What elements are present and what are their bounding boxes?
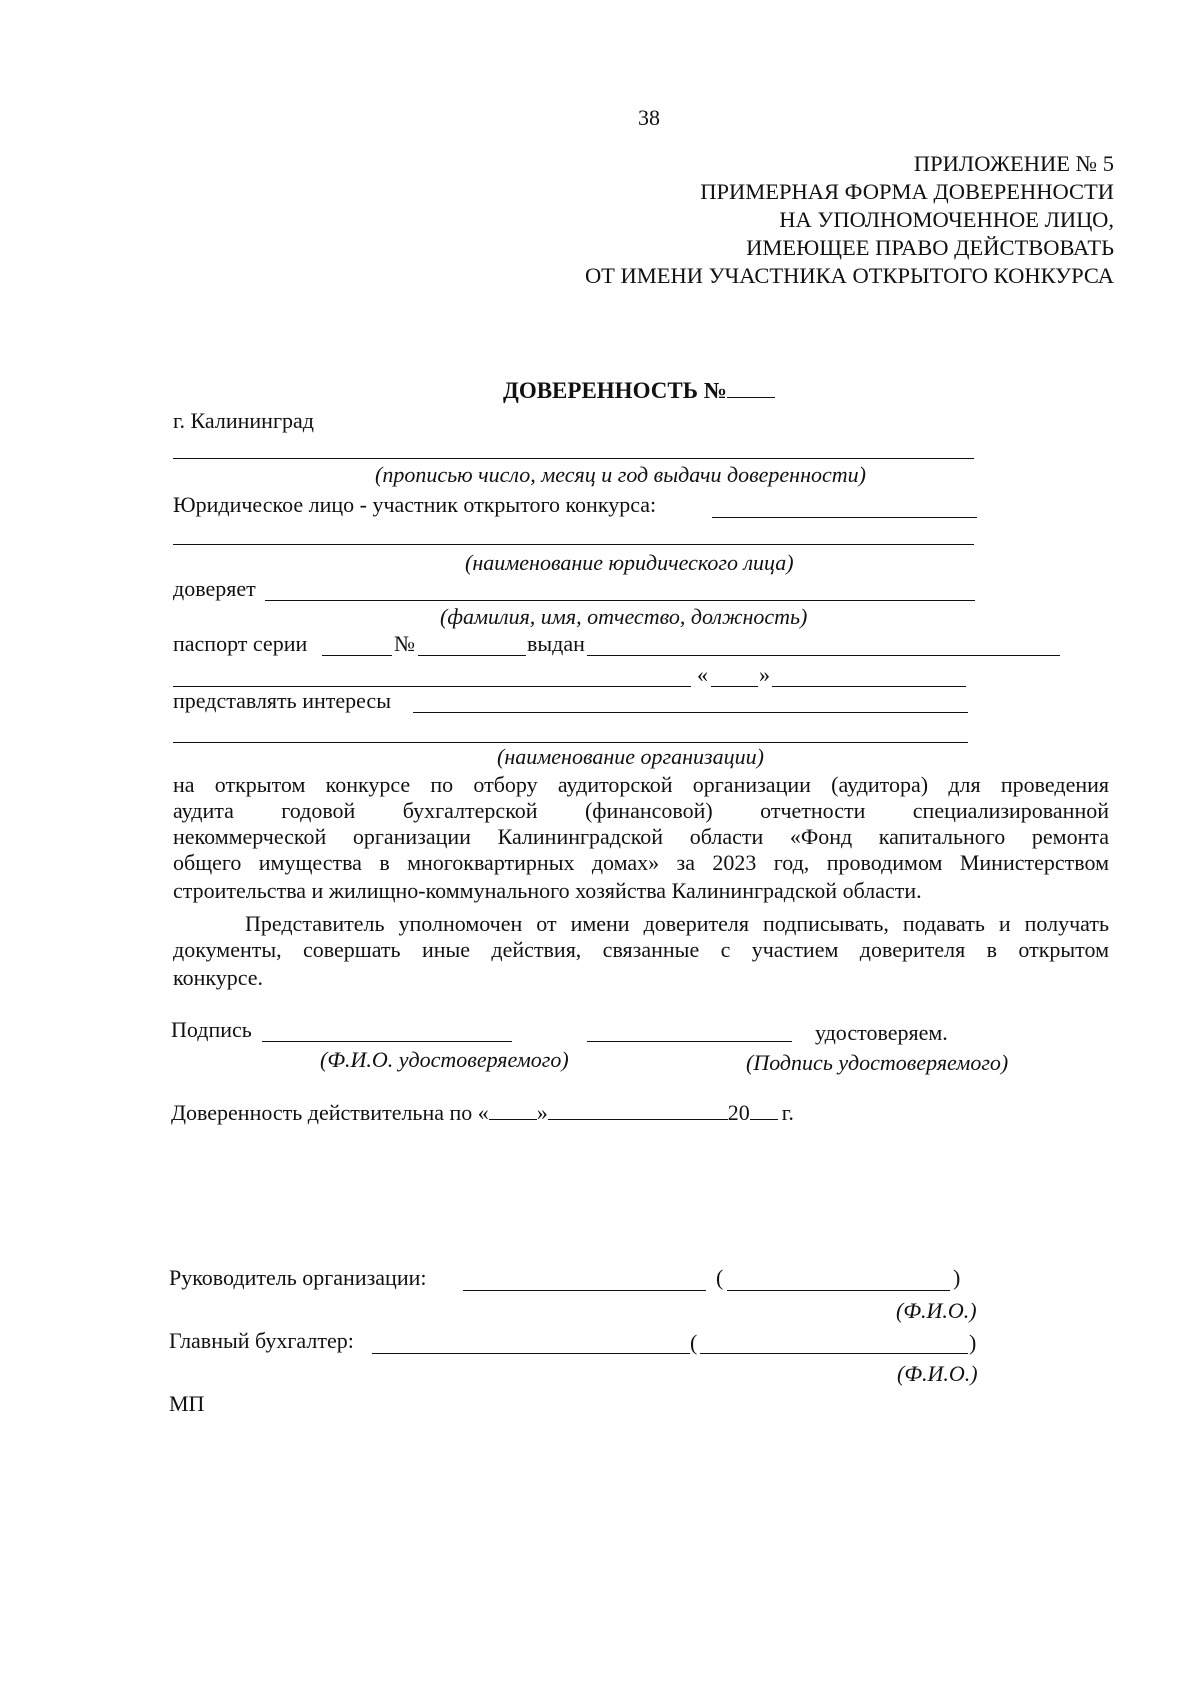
trusts-field-line[interactable] xyxy=(265,600,975,601)
accountant-signature-field-line[interactable] xyxy=(372,1353,690,1354)
body-p2-line-2: документы, совершать иные действия, связанные с участием доверителя в открытом xyxy=(173,937,1109,962)
represent-field-line[interactable] xyxy=(413,712,968,713)
fio-certified-hint: (Ф.И.О. удостоверяемого) xyxy=(320,1047,569,1072)
accountant-fio-hint: (Ф.И.О.) xyxy=(897,1361,978,1386)
organization-hint: (наименование организации) xyxy=(497,744,764,769)
issued-day-field-line[interactable] xyxy=(711,686,758,687)
legal-entity-field-line-1[interactable] xyxy=(712,517,977,518)
document-title xyxy=(503,378,775,404)
issued-month-field-line[interactable] xyxy=(772,686,966,687)
head-fio-field-line[interactable] xyxy=(727,1290,950,1291)
body-p1-line-3: некоммерческой организации Калининградской области «Фонд капитального ремонта xyxy=(173,824,1109,849)
accountant-label: Главный бухгалтер: xyxy=(169,1328,354,1353)
passport-series-label: паспорт серии xyxy=(173,631,308,656)
legal-entity-label: Юридическое лицо - участник открытого конкурса: xyxy=(173,492,657,517)
body-p2-line-3: конкурсе. xyxy=(173,965,264,990)
issued-date-quote-close: » xyxy=(759,662,770,687)
certify-label: удостоверяем. xyxy=(815,1020,948,1045)
body-p1-line-5: строительства и жилищно-коммунального хозяйства Калининградской области. xyxy=(173,878,922,903)
head-label: Руководитель организации: xyxy=(169,1265,427,1290)
stamp-label: МП xyxy=(169,1391,205,1416)
validity-day-blank[interactable] xyxy=(489,1101,537,1120)
passport-number-sign: № xyxy=(394,631,415,656)
title-number-blank[interactable] xyxy=(727,379,775,398)
validity-label: Доверенность действительна по « xyxy=(171,1100,489,1125)
validity-quote-close: » xyxy=(536,1100,548,1125)
appendix-number: ПРИЛОЖЕНИЕ № 5 xyxy=(913,151,1114,176)
appendix-line-4: ИМЕЮЩЕЕ ПРАВО ДЕЙСТВОВАТЬ xyxy=(746,235,1114,260)
body-p1-line-2: аудита годовой бухгалтерской (финансовой) отчетности специализированной xyxy=(173,798,1109,823)
validity-year-prefix: 20 xyxy=(727,1100,750,1125)
title-text: ДОВЕРЕННОСТЬ № xyxy=(503,378,727,403)
accountant-fio-field-line[interactable] xyxy=(700,1353,968,1354)
signature-sign-field-line[interactable] xyxy=(587,1041,792,1042)
signature-label: Подпись xyxy=(171,1017,252,1042)
appendix-header xyxy=(585,150,1114,290)
head-signature-field-line[interactable] xyxy=(463,1290,706,1291)
appendix-line-3: НА УПОЛНОМОЧЕННОЕ ЛИЦО, xyxy=(779,207,1114,232)
body-p1-line-1: на открытом конкурсе по отбору аудиторской организации (аудитора) для проведения xyxy=(173,772,1109,797)
date-hint: (прописью число, месяц и год выдачи доверенности) xyxy=(375,462,866,487)
page-number: 38 xyxy=(638,105,660,130)
date-field-line[interactable] xyxy=(173,458,974,459)
issued-label: выдан xyxy=(527,631,585,656)
passport-series-field-line[interactable] xyxy=(322,655,392,656)
issued-field-line[interactable] xyxy=(587,655,1060,656)
validity-year-blank[interactable] xyxy=(750,1101,778,1120)
legal-entity-field-line-2[interactable] xyxy=(173,544,974,545)
accountant-close-paren: ) xyxy=(969,1330,977,1355)
head-open-paren: ( xyxy=(716,1265,724,1290)
city: г. Калининград xyxy=(173,408,314,433)
represent-label: представлять интересы xyxy=(173,688,391,713)
appendix-line-2: ПРИМЕРНАЯ ФОРМА ДОВЕРЕННОСТИ xyxy=(700,179,1114,204)
legal-entity-hint: (наименование юридического лица) xyxy=(465,550,794,575)
body-p1-line-4: общего имущества в многоквартирных домах» за 2023 год, проводимом Министерством xyxy=(173,850,1109,875)
passport-number-field-line[interactable] xyxy=(418,655,526,656)
issued-date-quote-open: « xyxy=(697,662,708,687)
head-close-paren: ) xyxy=(953,1265,961,1290)
signature-fio-field-line[interactable] xyxy=(262,1041,512,1042)
signature-certified-hint: (Подпись удостоверяемого) xyxy=(746,1050,1009,1075)
validity-year-suffix: г. xyxy=(781,1100,794,1125)
person-hint: (фамилия, имя, отчество, должность) xyxy=(440,604,808,629)
validity-month-blank[interactable] xyxy=(548,1101,728,1120)
trusts-label: доверяет xyxy=(173,576,256,601)
accountant-open-paren: ( xyxy=(690,1330,698,1355)
represent-field-line-2[interactable] xyxy=(173,742,968,743)
validity-row xyxy=(171,1100,794,1126)
appendix-line-5: ОТ ИМЕНИ УЧАСТНИКА ОТКРЫТОГО КОНКУРСА xyxy=(584,263,1114,288)
head-fio-hint: (Ф.И.О.) xyxy=(896,1298,977,1323)
issued-field-line-2[interactable] xyxy=(173,686,691,687)
body-p2-line-1: Представитель уполномочен от имени доверителя подписывать, подавать и получать xyxy=(245,911,1109,936)
